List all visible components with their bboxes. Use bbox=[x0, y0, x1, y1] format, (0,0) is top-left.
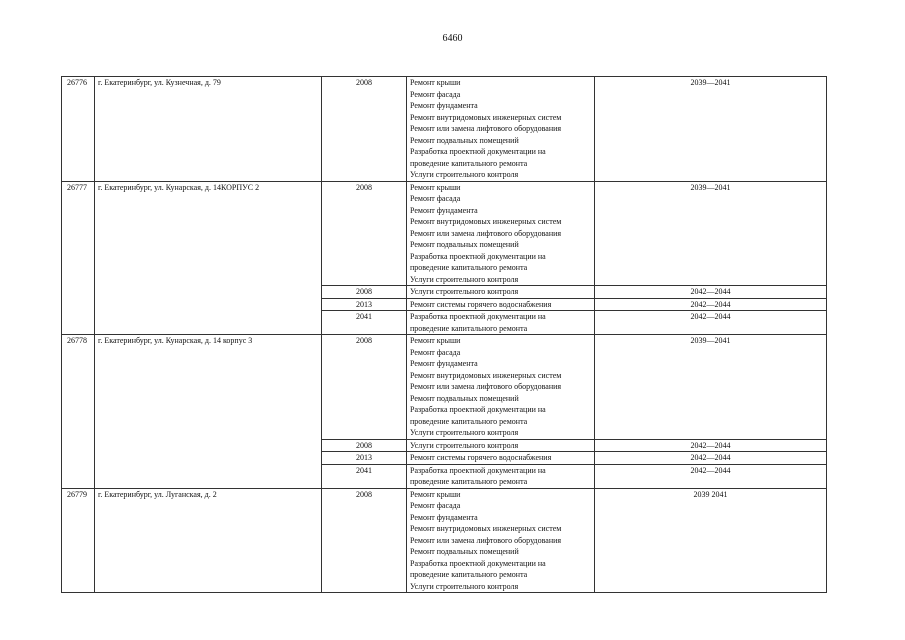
work-item: Ремонт или замена лифтового оборудования bbox=[410, 535, 562, 545]
work-item: Ремонт подвальных помещений bbox=[410, 240, 519, 249]
repair-period: 2042—2044 bbox=[595, 464, 827, 488]
work-item: Разработка проектной документации на bbox=[410, 312, 546, 321]
record-address: г. Екатеринбург, ул. Кунарская, д. 14КОРПУС 2 bbox=[95, 181, 322, 335]
work-item: Ремонт системы горячего водоснабжения bbox=[410, 299, 552, 309]
work-item: Услуги строительного контроля bbox=[410, 440, 519, 450]
works-list bbox=[407, 439, 595, 452]
table-row bbox=[62, 181, 827, 286]
work-item: Разработка проектной документации на bbox=[410, 405, 546, 414]
record-id: 26779 bbox=[62, 488, 95, 593]
work-item: Ремонт внутридомовых инженерных систем bbox=[410, 217, 562, 226]
record-id: 26778 bbox=[62, 335, 95, 489]
work-item: Ремонт системы горячего водоснабжения bbox=[410, 453, 552, 462]
table-body bbox=[62, 77, 827, 593]
work-item: Ремонт крыши bbox=[410, 182, 461, 192]
work-item: Ремонт фасада bbox=[410, 347, 461, 357]
work-item: Ремонт подвальных помещений bbox=[410, 547, 519, 556]
work-item: проведение капитального ремонта bbox=[410, 158, 528, 168]
work-item: Ремонт внутридомовых инженерных систем bbox=[410, 112, 562, 122]
table-row bbox=[62, 488, 827, 593]
work-item: проведение капитального ремонта bbox=[410, 323, 528, 333]
work-item: Ремонт внутридомовых инженерных систем bbox=[410, 370, 562, 380]
work-item: Разработка проектной документации на bbox=[410, 251, 546, 261]
record-address: г. Екатеринбург, ул. Кузнечная, д. 79 bbox=[95, 77, 322, 182]
repair-period: 2042—2044 bbox=[595, 286, 827, 299]
works-list bbox=[407, 286, 595, 299]
record-address: г. Екатеринбург, ул. Кунарская, д. 14 корпус 3 bbox=[95, 335, 322, 489]
work-item: Разработка проектной документации на bbox=[410, 465, 546, 475]
record-address: г. Екатеринбург, ул. Луганская, д. 2 bbox=[95, 488, 322, 593]
work-item: Ремонт или замена лифтового оборудования bbox=[410, 228, 562, 238]
repair-period: 2039—2041 bbox=[595, 181, 827, 286]
build-year: 2008 bbox=[322, 286, 407, 299]
work-item: Ремонт крыши bbox=[410, 489, 461, 499]
build-year: 2008 bbox=[322, 439, 407, 452]
work-item: проведение капитального ремонта bbox=[410, 263, 528, 272]
work-item: Ремонт внутридомовых инженерных систем bbox=[410, 524, 562, 533]
record-id: 26777 bbox=[62, 181, 95, 335]
work-item: проведение капитального ремонта bbox=[410, 477, 528, 486]
work-item: Услуги строительного контроля bbox=[410, 581, 519, 591]
work-item: Ремонт фундамента bbox=[410, 101, 478, 110]
work-item: проведение капитального ремонта bbox=[410, 416, 528, 426]
work-item: Разработка проектной документации на bbox=[410, 558, 546, 568]
build-year: 2008 bbox=[322, 77, 407, 182]
repair-schedule-table bbox=[61, 76, 827, 593]
work-item: Ремонт фундамента bbox=[410, 205, 478, 215]
build-year: 2008 bbox=[322, 181, 407, 286]
record-id: 26776 bbox=[62, 77, 95, 182]
work-item: Услуги строительного контроля bbox=[410, 274, 519, 284]
table-row bbox=[62, 77, 827, 182]
works-list bbox=[407, 311, 595, 335]
page-number: 6460 bbox=[442, 33, 463, 44]
works-list bbox=[407, 181, 595, 286]
repair-period: 2039 2041 bbox=[595, 488, 827, 593]
work-item: Ремонт или замена лифтового оборудования bbox=[410, 124, 562, 133]
works-list bbox=[407, 452, 595, 465]
work-item: Разработка проектной документации на bbox=[410, 147, 546, 156]
work-item: Услуги строительного контроля bbox=[410, 428, 519, 437]
work-item: Ремонт крыши bbox=[410, 78, 461, 87]
repair-period: 2042—2044 bbox=[595, 298, 827, 311]
work-item: Ремонт фундамента bbox=[410, 512, 478, 522]
work-item: Ремонт фасада bbox=[410, 501, 461, 510]
repair-period: 2039—2041 bbox=[595, 77, 827, 182]
build-year: 2013 bbox=[322, 452, 407, 465]
build-year: 2041 bbox=[322, 311, 407, 335]
works-list bbox=[407, 464, 595, 488]
repair-period: 2042—2044 bbox=[595, 311, 827, 335]
repair-period: 2042—2044 bbox=[595, 439, 827, 452]
work-item: Ремонт крыши bbox=[410, 336, 461, 345]
repair-period: 2042—2044 bbox=[595, 452, 827, 465]
table-row bbox=[62, 335, 827, 440]
build-year: 2008 bbox=[322, 335, 407, 440]
build-year: 2008 bbox=[322, 488, 407, 593]
work-item: проведение капитального ремонта bbox=[410, 570, 528, 579]
work-item: Ремонт фасада bbox=[410, 194, 461, 203]
work-item: Ремонт подвальных помещений bbox=[410, 393, 519, 403]
work-item: Ремонт фасада bbox=[410, 89, 461, 99]
build-year: 2041 bbox=[322, 464, 407, 488]
works-list bbox=[407, 77, 595, 182]
work-item: Услуги строительного контроля bbox=[410, 170, 519, 179]
work-item: Ремонт подвальных помещений bbox=[410, 135, 519, 145]
repair-period: 2039—2041 bbox=[595, 335, 827, 440]
works-list bbox=[407, 298, 595, 311]
works-list bbox=[407, 335, 595, 440]
work-item: Ремонт или замена лифтового оборудования bbox=[410, 382, 562, 391]
work-item: Услуги строительного контроля bbox=[410, 287, 519, 296]
work-item: Ремонт фундамента bbox=[410, 359, 478, 368]
build-year: 2013 bbox=[322, 298, 407, 311]
works-list bbox=[407, 488, 595, 593]
